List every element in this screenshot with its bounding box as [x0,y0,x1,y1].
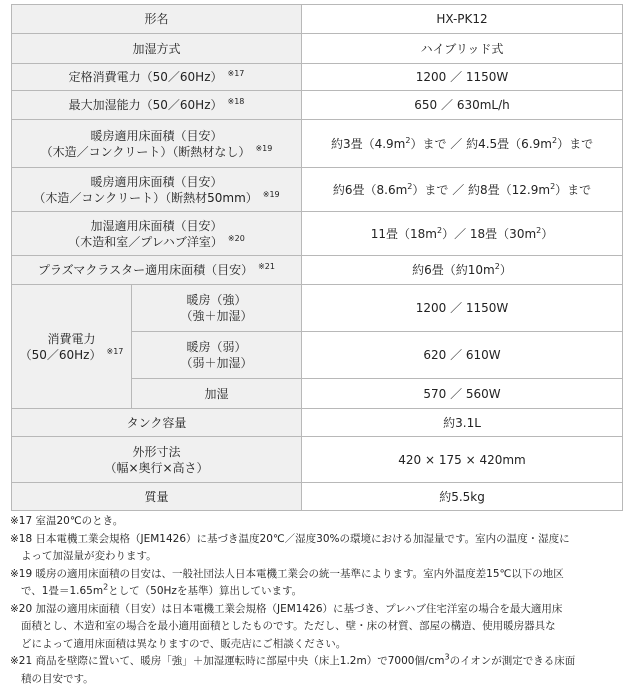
plasmacluster-area-label [12,256,302,285]
humidification-method-value: ハイブリッド式 [302,34,623,64]
row-humidification-method [12,34,623,64]
power-weak-label-line1: 暖房（弱） [186,340,247,354]
power-weak-label-line2: （弱＋加湿） [180,356,253,370]
heating-area-insulation-label-line2: （木造／コンクリート）（断熱材50mm） [33,190,258,205]
heating-area-no-insulation-v1-exp: 2 [405,135,411,145]
row-dimensions [12,437,623,483]
row-heating-area-no-insulation [12,120,623,168]
heating-area-no-insulation-label-line1: 暖房適用床面積（目安） [90,128,223,143]
footnote-19-line2b: として（50Hzを基準）算出しています。 [108,585,303,597]
humidify-area-note: ※20 [227,233,245,243]
heating-area-no-insulation-label-line2: （木造／コンクリート）（断熱材なし） [40,144,251,159]
heating-area-insulation-v1-exp: 2 [407,181,413,191]
footnote-19-line1: ※19 暖房の適用床面積の目安は、一般社団法人日本電機工業会の統一基準によります。室内外温度差15℃以下の地区 [10,567,564,580]
footnote-21-line1b: のイオンが測定できる床面 [449,655,576,667]
power-weak-label [132,332,302,379]
footnote-19-line2 [10,583,628,601]
row-weight [12,483,623,511]
humidify-area-v1: 11畳（18m [370,226,437,241]
humidify-area-label-line2: （木造和室／プレハブ洋室） [68,234,223,249]
footnote-20-line2: 面積とし、木造和室の場合を最小適用面積としたものです。ただし、壁・床の材質、部屋の構造、使用暖房器具な [21,620,556,632]
power-humidify-value: 570 ／ 560W [302,379,623,409]
spec-table [11,4,623,511]
plasmacluster-area-v1: 約6畳（約10m [412,263,495,277]
rated-power-label-text: 定格消費電力（50／60Hz） [68,70,223,84]
power-strong-label-line1: 暖房（強） [186,293,247,307]
heating-area-no-insulation-v1: 約3畳（4.9m [330,136,406,151]
heating-area-insulation-value [302,168,623,212]
footnote-21-line1 [10,653,628,671]
max-humidification-note: ※18 [227,97,245,106]
rated-power-note: ※17 [227,69,245,78]
footnote-18-line2: よって加湿量が変わります。 [21,550,157,562]
heating-area-insulation-v2: ）まで ／ 約8畳（12.9m [412,182,551,197]
footnote-21-line2: 積の目安です。 [21,672,94,685]
row-max-humidification [12,91,623,120]
max-humidification-label [12,91,302,120]
weight-label: 質量 [12,483,302,511]
plasmacluster-area-v2: ） [499,263,512,277]
model-label: 形名 [12,5,302,34]
dimensions-label-line2: （幅×奥行×高さ） [104,460,209,475]
heating-area-insulation-v3: ）まで [555,182,592,197]
row-tank [12,409,623,437]
row-heating-area-insulation [12,168,623,212]
footnote-20-line3: どによって適用床面積は異なりますので、販売店にご相談ください。 [21,637,347,650]
plasmacluster-area-label-text: プラズマクラスター適用床面積（目安） [38,263,254,277]
row-power-consumption-strong [12,285,623,332]
footnote-20-line1: ※20 加湿の適用床面積（目安）は日本電機工業会規格（JEM1426）に基づき、プレハブ住宅洋室の場合を最大適用床 [10,602,563,615]
plasmacluster-area-value [302,256,623,285]
heating-area-no-insulation-note: ※19 [255,143,273,153]
humidify-area-v2-exp: 2 [536,225,542,235]
heating-area-no-insulation-value [302,120,623,168]
dimensions-label-line1: 外形寸法 [132,444,181,459]
plasmacluster-area-note: ※21 [258,262,275,271]
humidification-method-label: 加湿方式 [12,34,302,64]
power-strong-value: 1200 ／ 1150W [302,285,623,332]
max-humidification-value: 650 ／ 630mL/h [302,91,623,120]
humidify-area-v1-exp: 2 [437,225,443,235]
power-strong-label-line2: （強＋加湿） [180,309,253,323]
row-humidify-area [12,212,623,256]
tank-label: タンク容量 [12,409,302,437]
heating-area-no-insulation-label [12,120,302,168]
power-consumption-note: ※17 [106,346,124,356]
dimensions-value: 420 × 175 × 420mm [302,437,623,483]
humidify-area-label [12,212,302,256]
power-consumption-label [12,285,132,409]
row-model [12,5,623,34]
humidify-area-v2: ）／ 18畳（30m [442,226,537,241]
rated-power-label [12,64,302,91]
power-humidify-label: 加湿 [132,379,302,409]
power-consumption-label-line1: 消費電力 [47,331,96,346]
power-consumption-label-line2: （50／60Hz） [19,347,102,362]
humidify-area-label-line1: 加湿適用床面積（目安） [90,218,223,233]
footnotes [10,513,628,688]
weight-value: 約5.5kg [302,483,623,511]
tank-value: 約3.1L [302,409,623,437]
footnote-21-exp: 3 [444,652,450,662]
max-humidification-label-text: 最大加湿能力（50／60Hz） [68,98,223,112]
footnote-18-line1: ※18 日本電機工業会規格（JEM1426）に基づき温度20℃／湿度30%の環境における加湿量です。室内の温度・湿度に [10,532,570,545]
row-plasmacluster-area [12,256,623,285]
row-rated-power [12,64,623,91]
heating-area-no-insulation-v2-exp: 2 [551,135,558,145]
humidify-area-v3: ） [541,226,554,241]
dimensions-label [12,437,302,483]
model-value: HX-PK12 [302,5,623,34]
plasmacluster-area-v1-exp: 2 [494,262,500,271]
footnote-19-line2a: で、1畳＝1.65m [21,585,104,597]
heating-area-insulation-note: ※19 [262,189,280,199]
footnote-17: ※17 室温20℃のとき。 [10,515,124,527]
power-strong-label [132,285,302,332]
heating-area-insulation-v1: 約6畳（8.6m [332,182,408,197]
heating-area-no-insulation-v3: ）まで [557,136,594,151]
heating-area-no-insulation-v2: ）まで ／ 約4.5畳（6.9m [410,136,552,151]
rated-power-value: 1200 ／ 1150W [302,64,623,91]
heating-area-insulation-label-line1: 暖房適用床面積（目安） [90,174,223,189]
heating-area-insulation-v2-exp: 2 [550,181,556,191]
humidify-area-value [302,212,623,256]
power-weak-value: 620 ／ 610W [302,332,623,379]
heating-area-insulation-label [12,168,302,212]
footnote-21-line1a: ※21 商品を壁際に置いて、暖房「強」＋加湿運転時に部屋中央（床上1.2m）で7000個/cm [10,655,445,667]
footnote-19-exp: 2 [103,582,109,592]
